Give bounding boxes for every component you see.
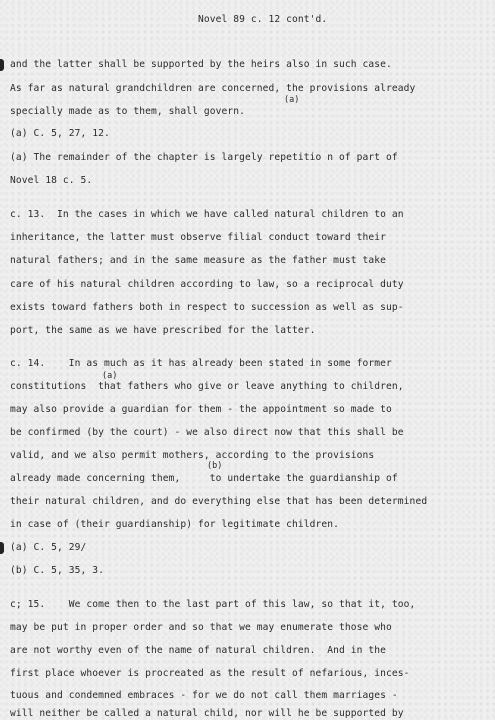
text-line: port, the same as we have prescribed for the latter. xyxy=(10,325,316,336)
footnote-line: (b) C. 5, 35, 3. xyxy=(10,565,105,576)
text-line: already made concerning them, to undertake the guardianship of xyxy=(10,473,398,484)
section-c14-line: c. 14. In as much as it has already been stated in some former xyxy=(10,358,392,369)
section-c15-line: c; 15. We come then to the last part of this law, so that it, too, xyxy=(10,599,416,610)
text-line: may be put in proper order and so that we may enumerate those who xyxy=(10,622,392,633)
text-line: specially made as to them, shall govern. xyxy=(10,106,246,117)
footnote-mark: (a) xyxy=(284,95,300,105)
margin-bullet xyxy=(0,59,4,71)
text-line: are not worthy even of the name of natural children. And in the xyxy=(10,645,387,656)
text-line: their natural children, and do everything else that has been determined xyxy=(10,496,428,507)
text-line: and the latter shall be supported by the heirs also in such case. xyxy=(10,59,392,70)
text-line: first place whoever is procreated as the result of nefarious, inces- xyxy=(10,668,410,679)
text-line: in case of (their guardianship) for legitimate children. xyxy=(10,519,340,530)
margin-bullet xyxy=(0,542,4,554)
page-header: Novel 89 c. 12 cont'd. xyxy=(198,14,328,25)
footnote-mark: (a) xyxy=(102,371,118,381)
footnote-line: Novel 18 c. 5. xyxy=(10,175,93,186)
text-line: may also provide a guardian for them - the appointment so made to xyxy=(10,404,392,415)
text-line: tuous and condemned embraces - for we do not call them marriages - xyxy=(10,690,398,701)
footnote-line: (a) C. 5, 29/ xyxy=(10,542,87,553)
text-line: valid, and we also permit mothers, according to the provisions xyxy=(10,450,375,461)
footnote-line: (a) The remainder of the chapter is largely repetitio n of part of xyxy=(10,152,398,163)
text-line: will neither be called a natural child, nor will he be supported by xyxy=(10,708,404,719)
footnote-mark: (b) xyxy=(207,461,223,471)
text-line: natural fathers; and in the same measure as the father must take xyxy=(10,255,387,266)
section-c13-line: c. 13. In the cases in which we have called natural children to an xyxy=(10,209,404,220)
text-line: constitutions that fathers who give or leave anything to children, xyxy=(10,381,404,392)
text-line: inheritance, the latter must observe filial conduct toward their xyxy=(10,232,387,243)
footnote-line: (a) C. 5, 27, 12. xyxy=(10,128,110,139)
text-line: be confirmed (by the court) - we also direct now that this shall be xyxy=(10,427,404,438)
text-line: exists toward fathers both in respect to succession as well as sup- xyxy=(10,302,404,313)
text-line: As far as natural grandchildren are concerned, the provisions already xyxy=(10,83,416,94)
text-line: care of his natural children according to law, so a reciprocal duty xyxy=(10,279,404,290)
